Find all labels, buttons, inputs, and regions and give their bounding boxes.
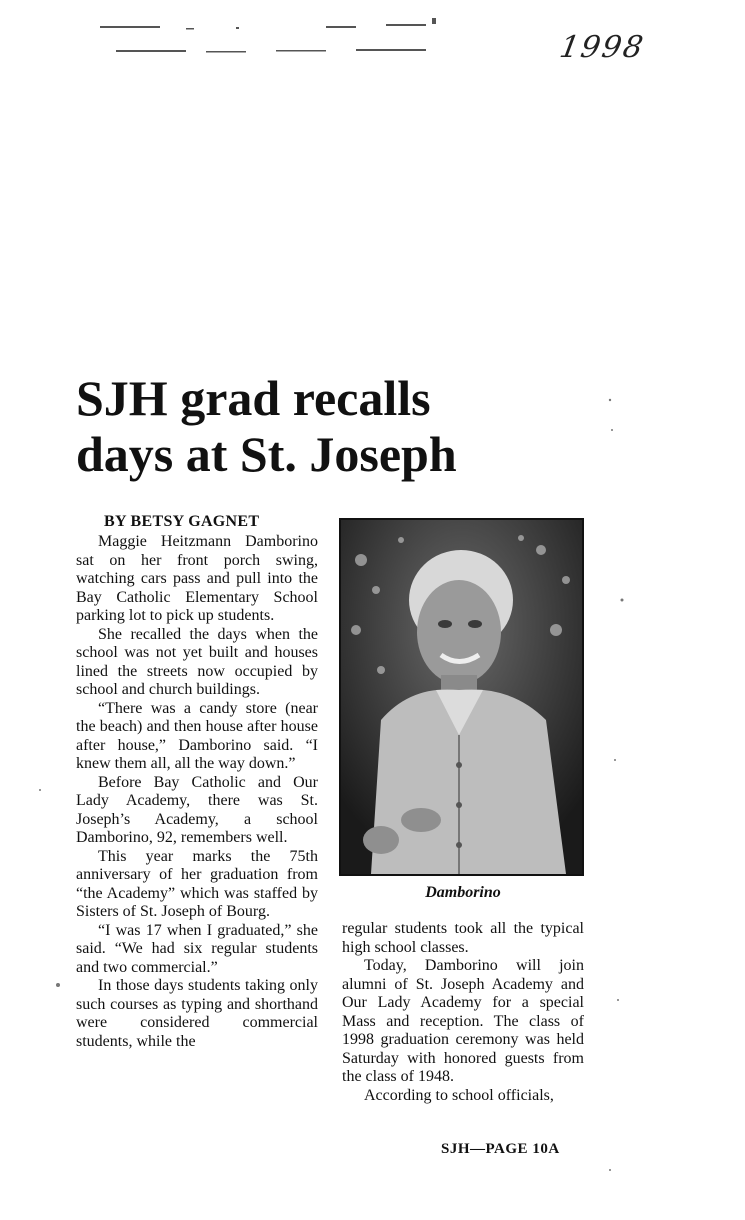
scan-noise <box>96 14 446 64</box>
headline-line-1: SJH grad recalls <box>76 370 431 426</box>
paragraph: In those days students taking only such courses as typing and shorthand were considered commercial students, while the <box>76 977 318 1050</box>
headline-line-2: days at St. Joseph <box>76 426 457 482</box>
handwritten-year: 1998 <box>556 30 648 65</box>
photo-caption: Damborino <box>425 884 501 901</box>
paragraph: Before Bay Catholic and Our Lady Academy, there was St. Joseph’s Academy, a school Damborino, 92, remembers well. <box>76 773 318 846</box>
paragraph: “There was a candy store (near the beach) and then house after house after house,” Damborino said. “I knew them all, all the way down.” <box>76 699 318 772</box>
paragraph: “I was 17 when I graduated,” she said. “We had six regular students and two commercial.” <box>76 921 318 976</box>
paragraph: According to school officials, <box>364 1086 554 1104</box>
article-column-right <box>342 920 584 1105</box>
paragraph: Maggie Heitzmann Damborino sat on her front porch swing, watching cars pass and pull into the Bay Catholic Elementary School parking lot to pick up students. <box>76 533 318 624</box>
paragraph: Today, Damborino will join alumni of St. Joseph Academy and Our Lady Academy for a special Mass and reception. The class of 1998 graduation ceremony was held Saturday with honored guests from the class of 1948. <box>342 957 584 1085</box>
portrait-photo <box>339 518 584 876</box>
article-column-left <box>76 533 318 1051</box>
headline <box>76 370 606 482</box>
byline: BY BETSY GAGNET <box>104 513 260 530</box>
paragraph: She recalled the days when the school was not yet built and houses lined the streets now occupied by school and church buildings. <box>76 625 318 698</box>
page-marker: SJH—PAGE 10A <box>441 1141 560 1157</box>
paragraph: This year marks the 75th anniversary of her graduation from “the Academy” which was staffed by Sisters of St. Joseph of Bourg. <box>76 847 318 920</box>
paragraph-continuation: regular students took all the typical high school classes. <box>342 920 584 956</box>
